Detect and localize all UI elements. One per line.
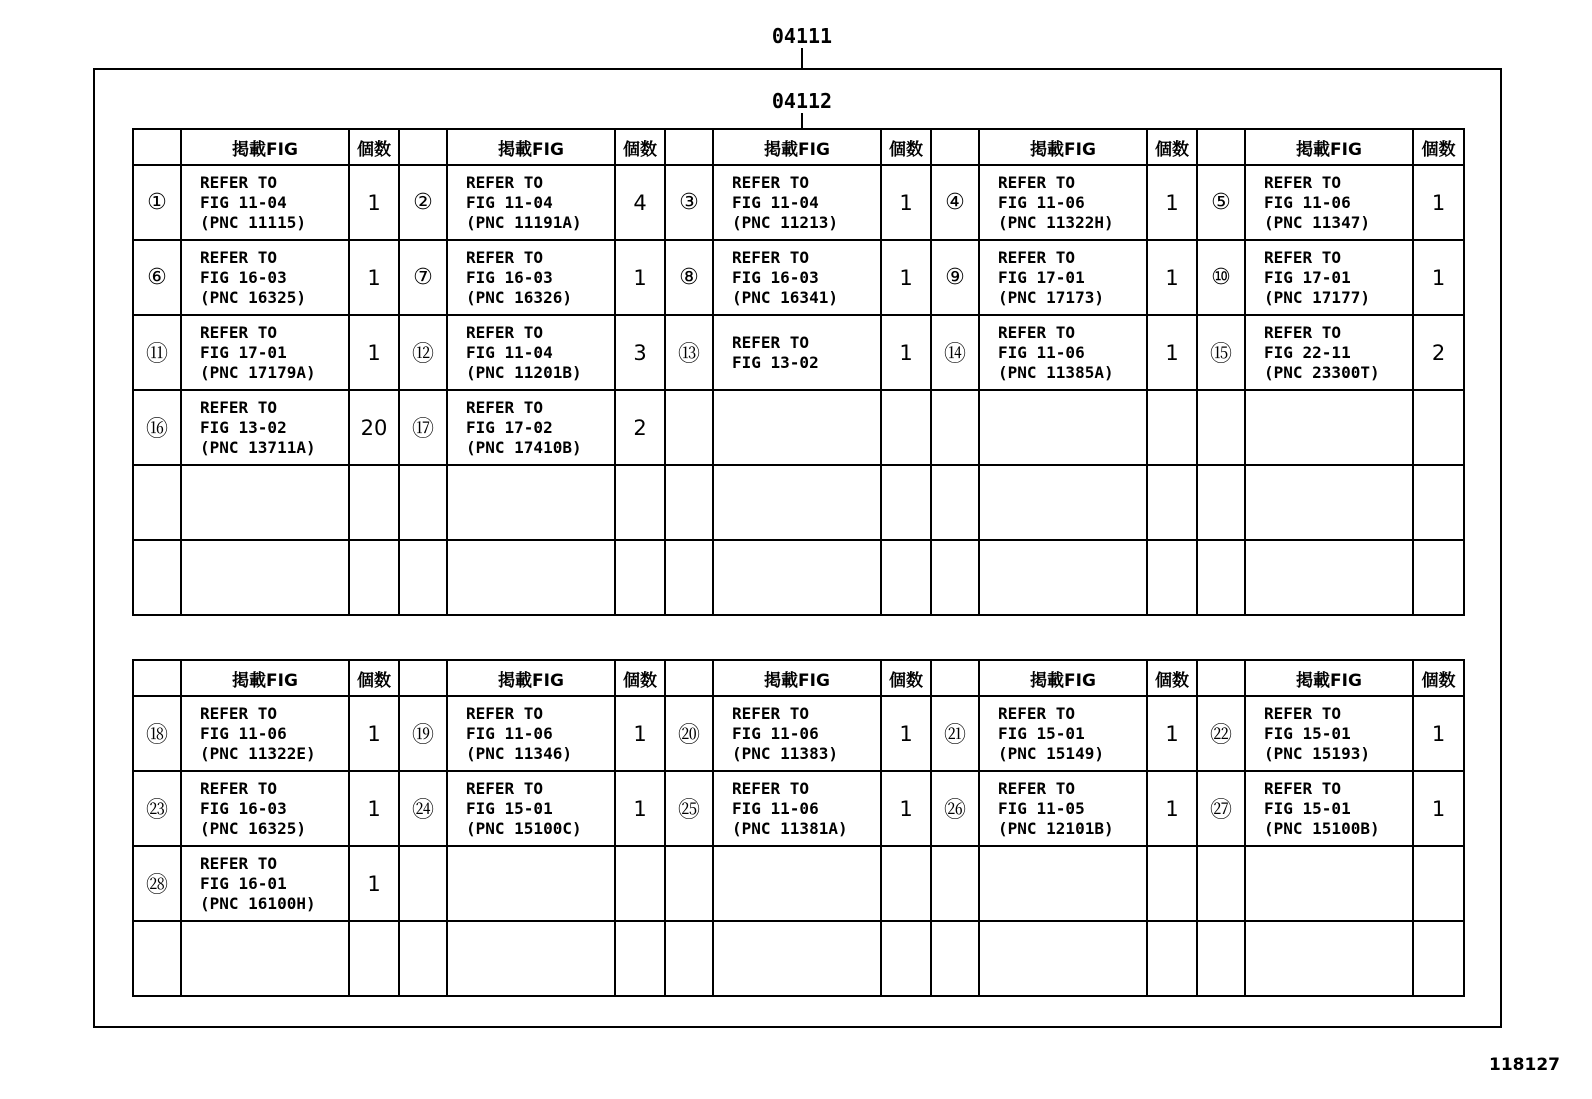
item-number: ㉕ [665,771,713,846]
quantity: 1 [1147,315,1197,390]
quantity: 2 [615,390,665,465]
quantity [1413,465,1464,540]
fig-reference: REFER TO FIG 11-06 (PNC 11383) [713,696,881,771]
quantity [1147,390,1197,465]
quantity [1147,540,1197,615]
quantity: 2 [1413,315,1464,390]
fig-reference: REFER TO FIG 11-05 (PNC 12101B) [979,771,1147,846]
quantity [1413,390,1464,465]
quantity: 1 [881,771,931,846]
fig-reference: REFER TO FIG 17-01 (PNC 17173) [979,240,1147,315]
quantity: 1 [1147,240,1197,315]
item-number: ㉔ [399,771,447,846]
fig-reference [447,921,615,996]
item-number [665,846,713,921]
table-row [133,771,1464,846]
fig-reference: REFER TO FIG 15-01 (PNC 15100C) [447,771,615,846]
quantity [1413,540,1464,615]
label-04112: 04112 [771,89,833,113]
quantity: 1 [881,696,931,771]
fig-reference [181,540,349,615]
quantity [1147,465,1197,540]
quantity: 1 [881,315,931,390]
quantity: 1 [349,771,399,846]
quantity: 1 [1147,696,1197,771]
item-number [1197,921,1245,996]
quantity: 1 [1147,165,1197,240]
fig-reference: REFER TO FIG 17-02 (PNC 17410B) [447,390,615,465]
table-row [133,315,1464,390]
item-number [1197,846,1245,921]
item-number [399,540,447,615]
item-number: ㉒ [1197,696,1245,771]
header-fig-cell: 掲載FIG [979,129,1147,165]
item-number: ⑨ [931,240,979,315]
fig-reference [181,465,349,540]
fig-reference: REFER TO FIG 17-01 (PNC 17179A) [181,315,349,390]
item-number [931,465,979,540]
quantity: 1 [349,696,399,771]
item-number [665,540,713,615]
fig-reference: REFER TO FIG 16-01 (PNC 16100H) [181,846,349,921]
fig-reference: REFER TO FIG 16-03 (PNC 16341) [713,240,881,315]
header-num-cell [931,660,979,696]
quantity [615,846,665,921]
quantity: 1 [615,771,665,846]
quantity: 1 [1413,771,1464,846]
item-number: ⑬ [665,315,713,390]
item-number: ㉓ [133,771,181,846]
leader-line-04111 [801,48,803,68]
item-number: ③ [665,165,713,240]
quantity: 1 [615,696,665,771]
fig-reference [713,465,881,540]
table-row [133,165,1464,240]
quantity: 20 [349,390,399,465]
item-number [133,540,181,615]
header-qty-cell: 個数 [1147,129,1197,165]
item-number [931,846,979,921]
item-number: ⑩ [1197,240,1245,315]
quantity [615,465,665,540]
quantity: 1 [1413,696,1464,771]
fig-reference: REFER TO FIG 11-04 (PNC 11213) [713,165,881,240]
header-row [133,129,1464,165]
header-qty-cell: 個数 [349,660,399,696]
quantity [349,465,399,540]
header-num-cell [133,660,181,696]
fig-reference: REFER TO FIG 11-06 (PNC 11322E) [181,696,349,771]
header-fig-cell: 掲載FIG [713,129,881,165]
fig-reference: REFER TO FIG 11-04 (PNC 11191A) [447,165,615,240]
fig-reference: REFER TO FIG 22-11 (PNC 23300T) [1245,315,1413,390]
item-number [665,465,713,540]
quantity: 1 [615,240,665,315]
fig-reference: REFER TO FIG 15-01 (PNC 15149) [979,696,1147,771]
label-04111: 04111 [771,24,833,48]
header-fig-cell: 掲載FIG [447,129,615,165]
header-fig-cell: 掲載FIG [1245,660,1413,696]
fig-reference: REFER TO FIG 11-04 (PNC 11115) [181,165,349,240]
fig-reference: REFER TO FIG 11-06 (PNC 11322H) [979,165,1147,240]
quantity: 4 [615,165,665,240]
item-number [1197,540,1245,615]
item-number: ㉘ [133,846,181,921]
quantity [1413,846,1464,921]
header-num-cell [399,660,447,696]
fig-reference: REFER TO FIG 11-04 (PNC 11201B) [447,315,615,390]
table-row [133,390,1464,465]
item-number [399,921,447,996]
fig-reference [1245,465,1413,540]
fig-reference [181,921,349,996]
fig-reference [979,921,1147,996]
quantity [615,921,665,996]
item-number: ⑭ [931,315,979,390]
figure-id-label: 118127 [1489,1055,1560,1075]
fig-reference: REFER TO FIG 15-01 (PNC 15193) [1245,696,1413,771]
header-qty-cell: 個数 [1413,129,1464,165]
fig-reference [979,465,1147,540]
fig-reference [979,540,1147,615]
header-qty-cell: 個数 [615,129,665,165]
header-fig-cell: 掲載FIG [713,660,881,696]
item-number [931,390,979,465]
item-number [133,921,181,996]
fig-reference [713,540,881,615]
header-fig-cell: 掲載FIG [181,129,349,165]
item-number: ① [133,165,181,240]
fig-reference: REFER TO FIG 11-06 (PNC 11347) [1245,165,1413,240]
header-fig-cell: 掲載FIG [181,660,349,696]
item-number: ⑥ [133,240,181,315]
fig-reference: REFER TO FIG 16-03 (PNC 16326) [447,240,615,315]
table-row [133,240,1464,315]
header-num-cell [665,129,713,165]
fig-reference [713,921,881,996]
item-number [133,465,181,540]
quantity [1147,921,1197,996]
item-number: ⑳ [665,696,713,771]
header-qty-cell: 個数 [615,660,665,696]
item-number [399,465,447,540]
item-number: ㉑ [931,696,979,771]
quantity [881,846,931,921]
header-num-cell [399,129,447,165]
item-number: ④ [931,165,979,240]
header-qty-cell: 個数 [1147,660,1197,696]
header-num-cell [1197,660,1245,696]
fig-reference [1245,846,1413,921]
item-number: ⑲ [399,696,447,771]
table-row [133,846,1464,921]
item-number: ⑯ [133,390,181,465]
quantity [881,540,931,615]
quantity: 1 [1147,771,1197,846]
item-number [665,390,713,465]
fig-reference [447,540,615,615]
item-number: ② [399,165,447,240]
fig-reference: REFER TO FIG 11-06 (PNC 11381A) [713,771,881,846]
header-qty-cell: 個数 [881,129,931,165]
quantity: 3 [615,315,665,390]
fig-reference [447,465,615,540]
item-number: ㉖ [931,771,979,846]
quantity [881,921,931,996]
header-fig-cell: 掲載FIG [1245,129,1413,165]
table-row [133,540,1464,615]
header-qty-cell: 個数 [881,660,931,696]
item-number [1197,390,1245,465]
item-number [1197,465,1245,540]
table-row [133,921,1464,996]
quantity: 1 [881,165,931,240]
table-row [133,696,1464,771]
fig-reference: REFER TO FIG 16-03 (PNC 16325) [181,771,349,846]
fig-reference: REFER TO FIG 17-01 (PNC 17177) [1245,240,1413,315]
fig-reference [713,846,881,921]
quantity: 1 [349,165,399,240]
item-number: ⑱ [133,696,181,771]
item-number [399,846,447,921]
fig-reference: REFER TO FIG 15-01 (PNC 15100B) [1245,771,1413,846]
parts-table-1 [132,128,1465,616]
header-fig-cell: 掲載FIG [447,660,615,696]
header-qty-cell: 個数 [349,129,399,165]
item-number: ⑤ [1197,165,1245,240]
fig-reference [1245,390,1413,465]
fig-reference: REFER TO FIG 13-02 [713,315,881,390]
header-num-cell [1197,129,1245,165]
quantity: 1 [349,240,399,315]
item-number: ㉗ [1197,771,1245,846]
quantity [615,540,665,615]
quantity: 1 [881,240,931,315]
header-num-cell [665,660,713,696]
item-number: ⑰ [399,390,447,465]
fig-reference: REFER TO FIG 11-06 (PNC 11385A) [979,315,1147,390]
quantity: 1 [1413,165,1464,240]
leader-line-04112 [801,113,803,129]
header-qty-cell: 個数 [1413,660,1464,696]
item-number [931,540,979,615]
fig-reference: REFER TO FIG 16-03 (PNC 16325) [181,240,349,315]
quantity: 1 [1413,240,1464,315]
quantity: 1 [349,846,399,921]
quantity [349,540,399,615]
fig-reference [1245,921,1413,996]
item-number [931,921,979,996]
header-row [133,660,1464,696]
header-fig-cell: 掲載FIG [979,660,1147,696]
parts-table-2 [132,659,1465,997]
fig-reference [1245,540,1413,615]
fig-reference: REFER TO FIG 11-06 (PNC 11346) [447,696,615,771]
item-number: ⑫ [399,315,447,390]
quantity [1147,846,1197,921]
item-number: ⑧ [665,240,713,315]
quantity [881,465,931,540]
fig-reference [979,846,1147,921]
header-num-cell [931,129,979,165]
fig-reference [447,846,615,921]
fig-reference [979,390,1147,465]
quantity: 1 [349,315,399,390]
item-number: ⑮ [1197,315,1245,390]
header-num-cell [133,129,181,165]
fig-reference: REFER TO FIG 13-02 (PNC 13711A) [181,390,349,465]
quantity [349,921,399,996]
quantity [1413,921,1464,996]
fig-reference [713,390,881,465]
quantity [881,390,931,465]
item-number: ⑪ [133,315,181,390]
item-number: ⑦ [399,240,447,315]
table-row [133,465,1464,540]
item-number [665,921,713,996]
